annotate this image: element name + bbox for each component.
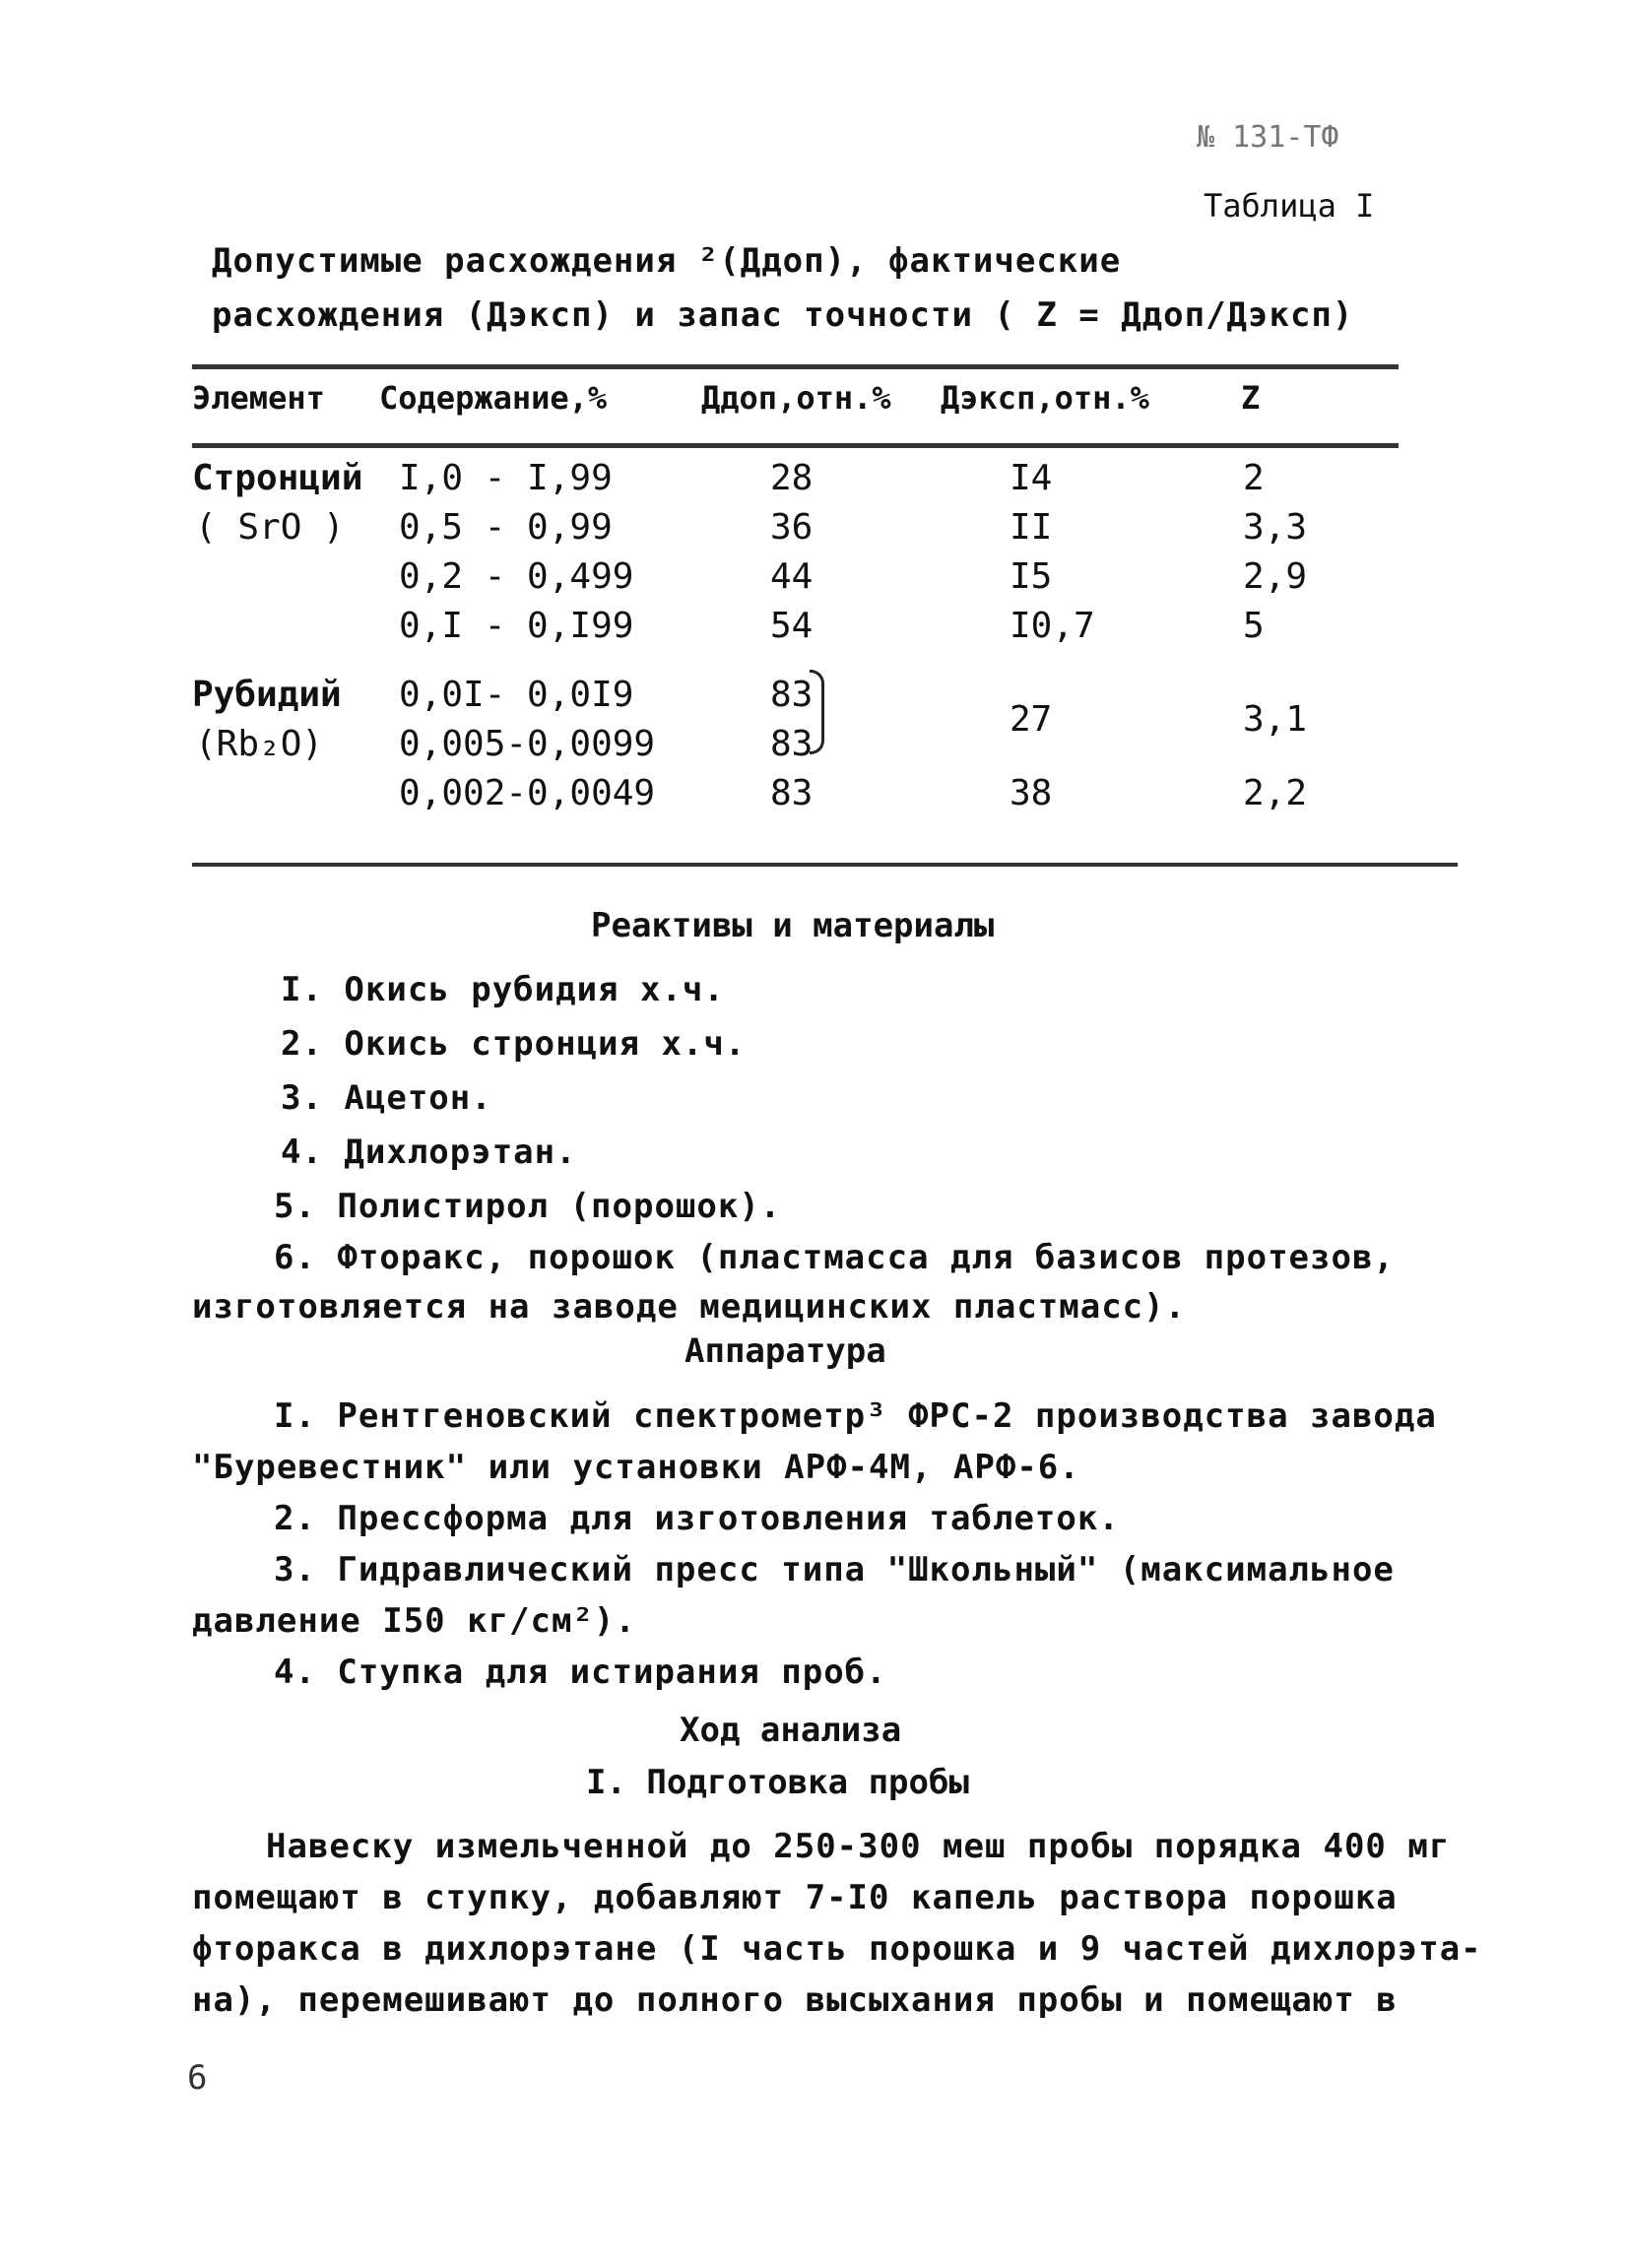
header-element: Элемент [192,379,325,417]
table-cell-z: 3,1 [1243,699,1308,740]
table-cell-content: 0,005-0,0099 [399,724,656,764]
table-cell-z: 2,2 [1243,773,1308,813]
table-cell-d-eksp: I4 [1010,458,1053,498]
table-bottom-rule [192,863,1458,867]
table-cell-element: Рубидий [192,675,342,715]
section-title-apparatus: Аппаратура [684,1331,886,1371]
table-cell-z: 3,3 [1243,507,1308,548]
apparatus-item: 3. Гидравлический пресс типа "Школьный" (максимальное [274,1550,1395,1589]
table-cell-d-eksp: 27 [1010,699,1053,740]
apparatus-item-continuation: "Буревестник" или установки АРФ-4М, АРФ-6. [192,1448,1080,1487]
apparatus-item: I. Рентгеновский спектрометр³ ФРС-2 производства завода [274,1396,1437,1436]
table-cell-z: 2 [1243,458,1265,498]
page-number: 6 [187,2058,208,2098]
section-subtitle-sample-prep: I. Подготовка пробы [586,1763,969,1802]
procedure-paragraph-line: на), перемешивают до полного высыхания пробы и помещают в [192,1980,1398,2020]
table-cell-d-dop: 83 [770,773,814,813]
table-cell-d-dop: 44 [770,556,814,597]
table-cell-d-eksp: 38 [1010,773,1053,813]
table-cell-d-dop: 83 [770,675,814,715]
header-d-eksp: Дэксп,отн.% [941,379,1149,417]
reagent-item: 5. Полистирол (порошок). [274,1187,782,1226]
table-top-rule [192,364,1399,369]
header-d-dop: Ддоп,отн.% [701,379,891,417]
table-cell-d-dop: 36 [770,507,814,548]
table-cell-d-eksp: I0,7 [1010,606,1095,646]
reagent-item-continuation: изготовляется на заводе медицинских пластмасс). [192,1287,1187,1327]
section-title-reagents: Реактивы и материалы [591,906,995,945]
section-title-procedure: Ход анализа [680,1711,902,1750]
table-cell-z: 2,9 [1243,556,1308,597]
table-cell-content: 0,002-0,0049 [399,773,656,813]
table-cell-d-dop: 83 [770,724,814,764]
reagent-item: 2. Окись стронция х.ч. [281,1024,747,1064]
table-cell-content: 0,5 - 0,99 [399,507,613,548]
table-caption-line-2: расхождения (Дэксп) и запас точности ( Z = Ддоп/Дэксп) [212,295,1354,335]
table-cell-element: Стронций [192,458,363,498]
procedure-paragraph-line: фторакса в дихлорэтане (I часть порошка и 9 частей дихлорэта- [192,1929,1482,1969]
table-cell-content: 0,I - 0,I99 [399,606,634,646]
document-code: № 131-ТФ [1197,120,1339,155]
table-caption-line-1: Допустимые расхождения ²(Ддоп), фактические [212,241,1122,281]
reagent-item: 4. Дихлорэтан. [281,1133,577,1172]
grouping-brace [810,670,824,754]
apparatus-item: 2. Прессформа для изготовления таблеток. [274,1499,1120,1538]
table-cell-content: I,0 - I,99 [399,458,613,498]
reagent-item: 6. Фторакс, порошок (пластмасса для базисов протезов, [274,1238,1395,1277]
table-cell-d-eksp: II [1010,507,1053,548]
apparatus-item: 4. Ступка для истирания проб. [274,1652,887,1692]
procedure-paragraph-line: помещают в ступку, добавляют 7-I0 капель раствора порошка [192,1878,1398,1917]
table-cell-d-eksp: I5 [1010,556,1053,597]
procedure-paragraph-line: Навеску измельченной до 250-300 меш пробы порядка 400 мг [266,1827,1451,1866]
table-cell-content: 0,2 - 0,499 [399,556,634,597]
reagent-item: I. Окись рубидия х.ч. [281,970,725,1009]
table-cell-element: ( SrO ) [195,507,345,548]
table-header-rule [192,443,1399,448]
header-content: Содержание,% [379,379,608,417]
header-z: Z [1241,379,1261,417]
table-cell-d-dop: 28 [770,458,814,498]
table-cell-d-dop: 54 [770,606,814,646]
table-cell-element: (Rb₂O) [195,724,324,764]
apparatus-item-continuation: давление I50 кг/см²). [192,1601,636,1641]
table-number: Таблица I [1204,187,1375,225]
table-cell-content: 0,0I- 0,0I9 [399,675,634,715]
reagent-item: 3. Ацетон. [281,1078,492,1118]
table-cell-z: 5 [1243,606,1265,646]
